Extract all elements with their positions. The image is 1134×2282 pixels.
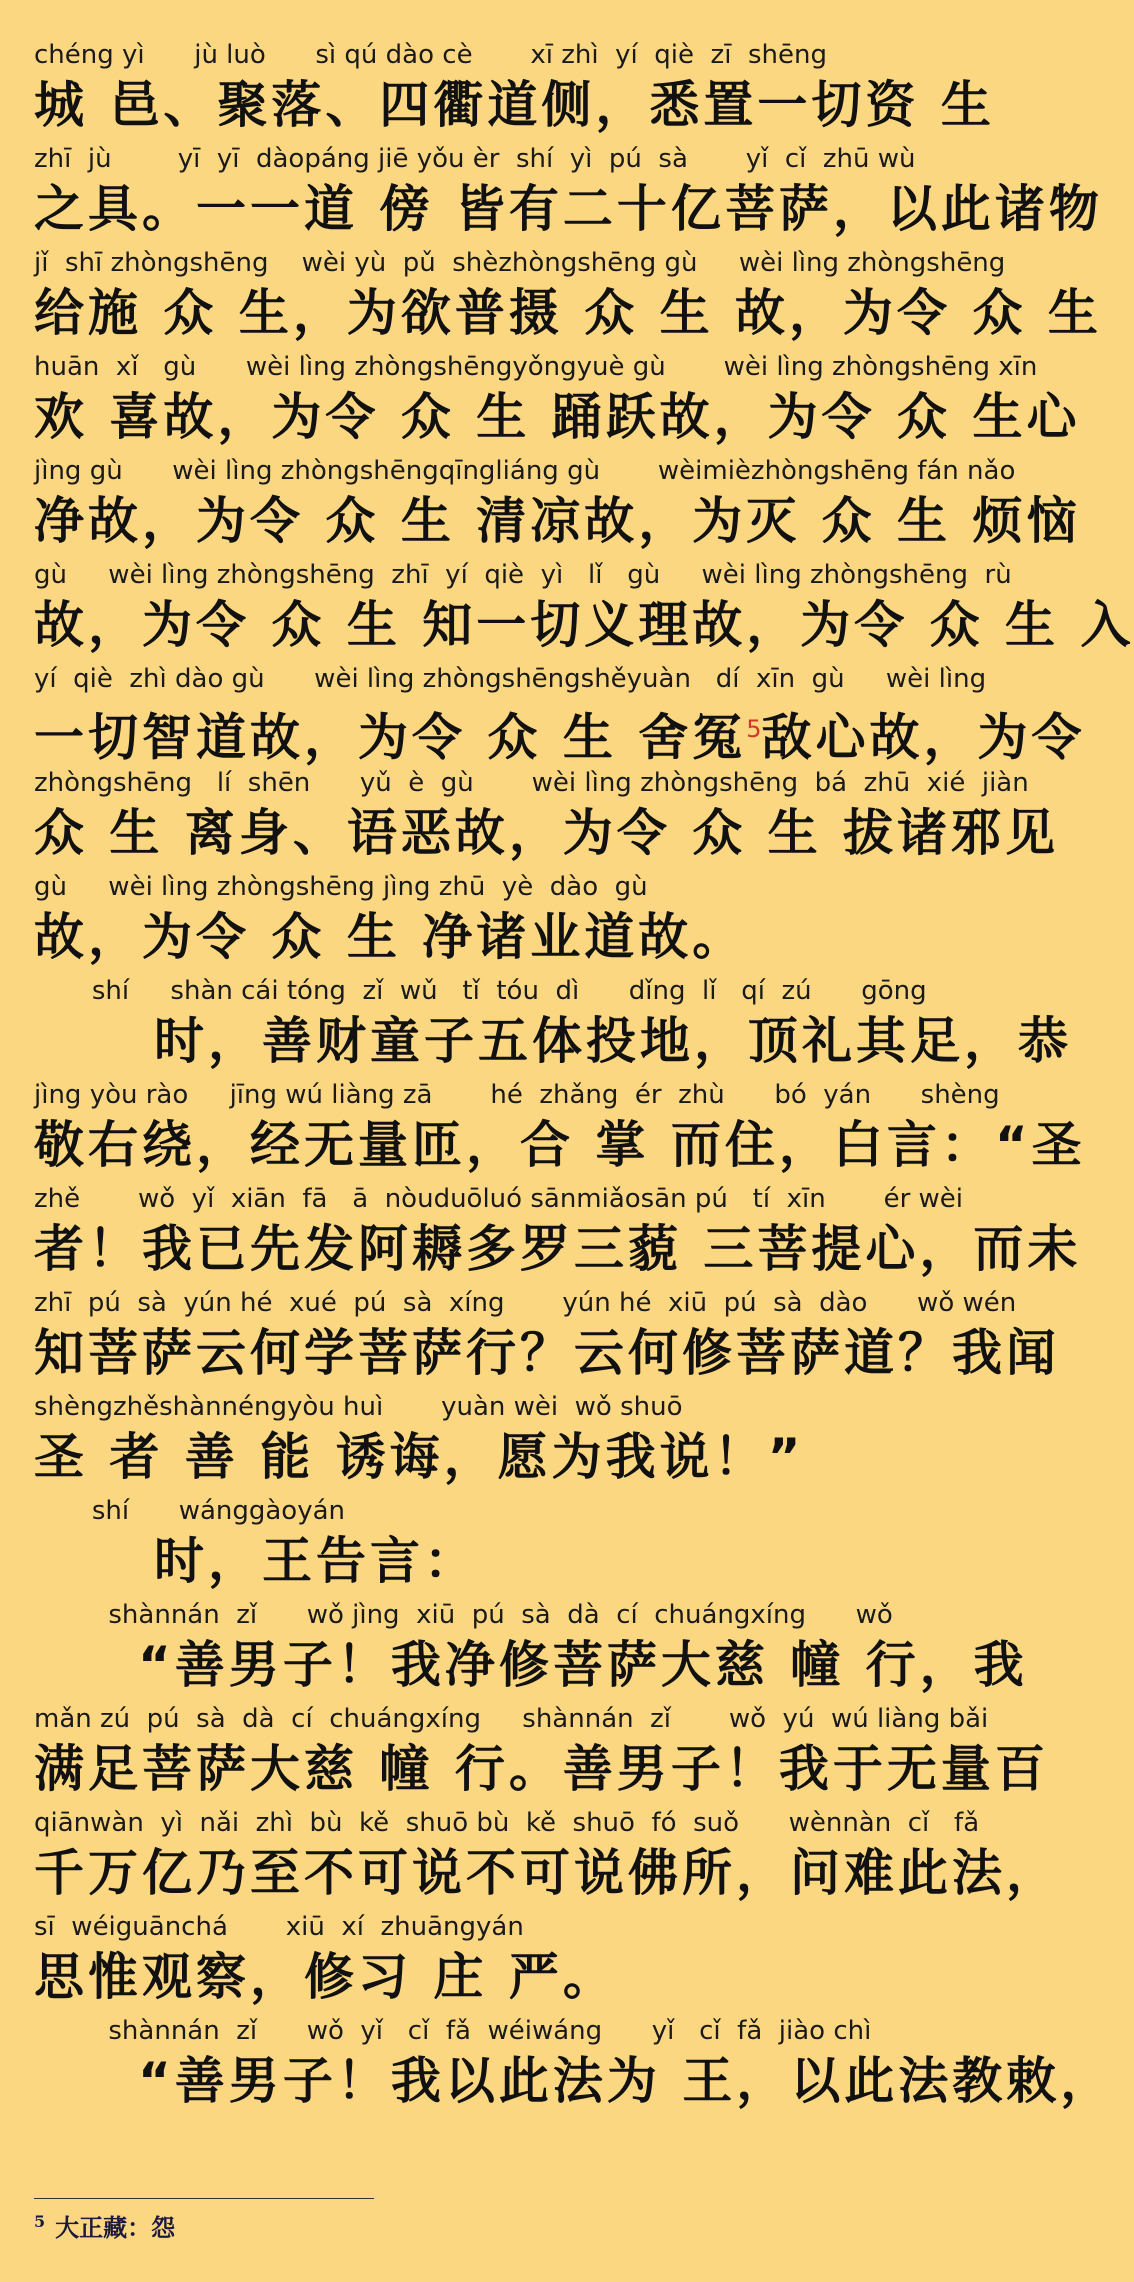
pinyin-annotation: huān xǐ gù wèi lìng zhòngshēngyǒngyuè gù wèi lìng zhòngshēng xīn bbox=[34, 352, 1038, 382]
hanzi-segment: 故，为令 众 生 知一切义理故，为令 众 生 入 bbox=[34, 596, 1134, 654]
hanzi-text bbox=[34, 1840, 1060, 1906]
footnote-marker[interactable]: 5 bbox=[746, 715, 762, 743]
text-line bbox=[34, 1702, 1049, 1806]
hanzi-text bbox=[34, 1112, 1086, 1178]
paragraph-1 bbox=[34, 38, 1134, 974]
text-line bbox=[34, 870, 1046, 974]
hanzi-text bbox=[34, 488, 1081, 554]
text-line bbox=[34, 1806, 1060, 1910]
hanzi-segment: 给施 众 生，为欲普摄 众 生 故，为令 众 生 bbox=[34, 284, 1102, 342]
hanzi-text bbox=[34, 904, 1046, 970]
hanzi-segment: 敬右绕，经无量匝，合 掌 而住，白言：“圣 bbox=[34, 1116, 1086, 1174]
footnote-text: 大正藏：怨 bbox=[55, 2213, 176, 2242]
footnote-divider bbox=[34, 2198, 374, 2199]
hanzi-text bbox=[34, 1320, 1060, 1386]
hanzi-text bbox=[34, 1944, 1046, 2010]
text-line bbox=[34, 1910, 1046, 2014]
pinyin-annotation: gù wèi lìng zhòngshēng zhī yí qiè yì lǐ gù wèi lìng zhòngshēng rù bbox=[34, 560, 1012, 590]
hanzi-text bbox=[34, 592, 1134, 658]
hanzi-segment: 众 生 离身、语恶故，为令 众 生 拔诸邪见 bbox=[34, 804, 1060, 862]
pinyin-annotation: qiānwàn yì nǎi zhì bù kě shuō bù kě shuō fó suǒ wènnàn cǐ fǎ bbox=[34, 1808, 980, 1838]
text-line bbox=[34, 246, 1102, 350]
hanzi-text bbox=[34, 800, 1060, 866]
hanzi-text bbox=[34, 2048, 1115, 2114]
hanzi-segment: 欢 喜故，为令 众 生 踊跃故，为令 众 生心 bbox=[34, 388, 1081, 446]
text-line bbox=[34, 1078, 1086, 1182]
hanzi-text bbox=[34, 72, 1046, 138]
hanzi-segment: 时，王告言： bbox=[154, 1532, 478, 1590]
text-line bbox=[34, 1286, 1060, 1390]
pinyin-annotation: shí shàn cái tóng zǐ wǔ tǐ tóu dì dǐng lǐ qí zú gōng bbox=[34, 976, 927, 1006]
pinyin-annotation: shèngzhěshànnéngyòu huì yuàn wèi wǒ shuō bbox=[34, 1392, 683, 1422]
hanzi-segment: 故，为令 众 生 净诸业道故。 bbox=[34, 908, 747, 966]
hanzi-segment: 时，善财童子五体投地，顶礼其足，恭 bbox=[154, 1012, 1072, 1070]
paragraph-4 bbox=[34, 1598, 1060, 2014]
pinyin-annotation: shí wánggàoyán bbox=[34, 1496, 346, 1526]
hanzi-segment: 城 邑、聚落、四衢道侧，悉置一切资 生 bbox=[34, 76, 995, 134]
hanzi-segment: 敌心故，为令 bbox=[761, 708, 1086, 767]
hanzi-text bbox=[34, 176, 1103, 242]
hanzi-text bbox=[34, 1008, 1072, 1074]
text-line bbox=[34, 1390, 1046, 1494]
hanzi-text bbox=[34, 1736, 1049, 1802]
text-line bbox=[34, 558, 1134, 662]
text-line bbox=[34, 1598, 1046, 1702]
pinyin-annotation: gù wèi lìng zhòngshēng jìng zhū yè dào gù bbox=[34, 872, 648, 902]
pinyin-annotation: zhī pú sà yún hé xué pú sà xíng yún hé xiū pú sà dào wǒ wén bbox=[34, 1288, 1017, 1318]
hanzi-segment: 知菩萨云何学菩萨行？云何修菩萨道？我闻 bbox=[34, 1324, 1060, 1382]
hanzi-segment: 千万亿乃至不可说不可说佛所，问难此法， bbox=[34, 1844, 1060, 1902]
text-line bbox=[34, 1494, 1046, 1598]
text-line bbox=[34, 350, 1081, 454]
footnote bbox=[34, 2208, 175, 2243]
pinyin-annotation: jìng yòu rào jīng wú liàng zā hé zhǎng ér zhù bó yán shèng bbox=[34, 1080, 1000, 1110]
hanzi-text bbox=[34, 1424, 1046, 1490]
hanzi-segment: 之具。一一道 傍 皆有二十亿菩萨，以此诸物 bbox=[34, 180, 1103, 238]
footnote-number: 5 bbox=[34, 2212, 46, 2231]
hanzi-text bbox=[34, 1528, 1046, 1594]
hanzi-segment: 者！我已先发阿耨多罗三藐 三菩提心，而未 bbox=[34, 1220, 1082, 1278]
hanzi-segment: 一切智道故，为令 众 生 舍冤 bbox=[34, 708, 747, 767]
hanzi-segment: “善男子！我净修菩萨大慈 幢 行，我 bbox=[138, 1636, 1028, 1694]
text-line bbox=[34, 974, 1072, 1078]
text-line bbox=[34, 2014, 1115, 2118]
paragraph-3 bbox=[34, 1494, 1046, 1598]
hanzi-text bbox=[34, 1216, 1082, 1282]
text-line bbox=[34, 662, 1086, 767]
pinyin-annotation: jìng gù wèi lìng zhòngshēngqīngliáng gù wèimièzhòngshēng fán nǎo bbox=[34, 456, 1016, 486]
pinyin-annotation: chéng yì jù luò sì qú dào cè xī zhì yí qiè zī shēng bbox=[34, 40, 827, 70]
pinyin-annotation: shànnán zǐ wǒ yǐ cǐ fǎ wéiwáng yǐ cǐ fǎ jiào chì bbox=[34, 2016, 872, 2046]
pinyin-annotation: shànnán zǐ wǒ jìng xiū pú sà dà cí chuángxíng wǒ bbox=[34, 1600, 893, 1630]
paragraph-2 bbox=[34, 974, 1086, 1494]
pinyin-annotation: zhòngshēng lí shēn yǔ è gù wèi lìng zhòngshēng bá zhū xié jiàn bbox=[34, 768, 1029, 798]
text-line bbox=[34, 142, 1103, 246]
pinyin-annotation: zhī jù yī yī dàopáng jiē yǒu èr shí yì pú sà yǐ cǐ zhū wù bbox=[34, 144, 916, 174]
text-line bbox=[34, 1182, 1082, 1286]
paragraph-5 bbox=[34, 2014, 1115, 2118]
text-line bbox=[34, 454, 1081, 558]
hanzi-text bbox=[34, 1632, 1046, 1698]
hanzi-segment: 净故，为令 众 生 清凉故，为灭 众 生 烦恼 bbox=[34, 492, 1081, 550]
hanzi-text bbox=[34, 696, 1086, 767]
pinyin-annotation: zhě wǒ yǐ xiān fā ā nòuduōluó sānmiǎosān pú tí xīn ér wèi bbox=[34, 1184, 964, 1214]
text-line bbox=[34, 38, 1046, 142]
hanzi-segment: 思惟观察，修习 庄 严。 bbox=[34, 1948, 617, 2006]
pinyin-annotation: sī wéiguānchá xiū xí zhuāngyán bbox=[34, 1912, 524, 1942]
sutra-text bbox=[34, 38, 1134, 2118]
hanzi-text bbox=[34, 384, 1081, 450]
pinyin-annotation: yí qiè zhì dào gù wèi lìng zhòngshēngshěyuàn dí xīn gù wèi lìng bbox=[34, 664, 987, 694]
hanzi-segment: “善男子！我以此法为 王，以此法教敕， bbox=[138, 2052, 1115, 2110]
pinyin-annotation: jǐ shī zhòngshēng wèi yù pǔ shèzhòngshēng gù wèi lìng zhòngshēng bbox=[34, 248, 1006, 278]
pinyin-annotation: mǎn zú pú sà dà cí chuángxíng shànnán zǐ wǒ yú wú liàng bǎi bbox=[34, 1704, 989, 1734]
hanzi-segment: 满足菩萨大慈 幢 行。善男子！我于无量百 bbox=[34, 1740, 1049, 1798]
hanzi-text bbox=[34, 280, 1102, 346]
text-line bbox=[34, 766, 1060, 870]
hanzi-segment: 圣 者 善 能 诱诲，愿为我说！” bbox=[34, 1428, 805, 1486]
